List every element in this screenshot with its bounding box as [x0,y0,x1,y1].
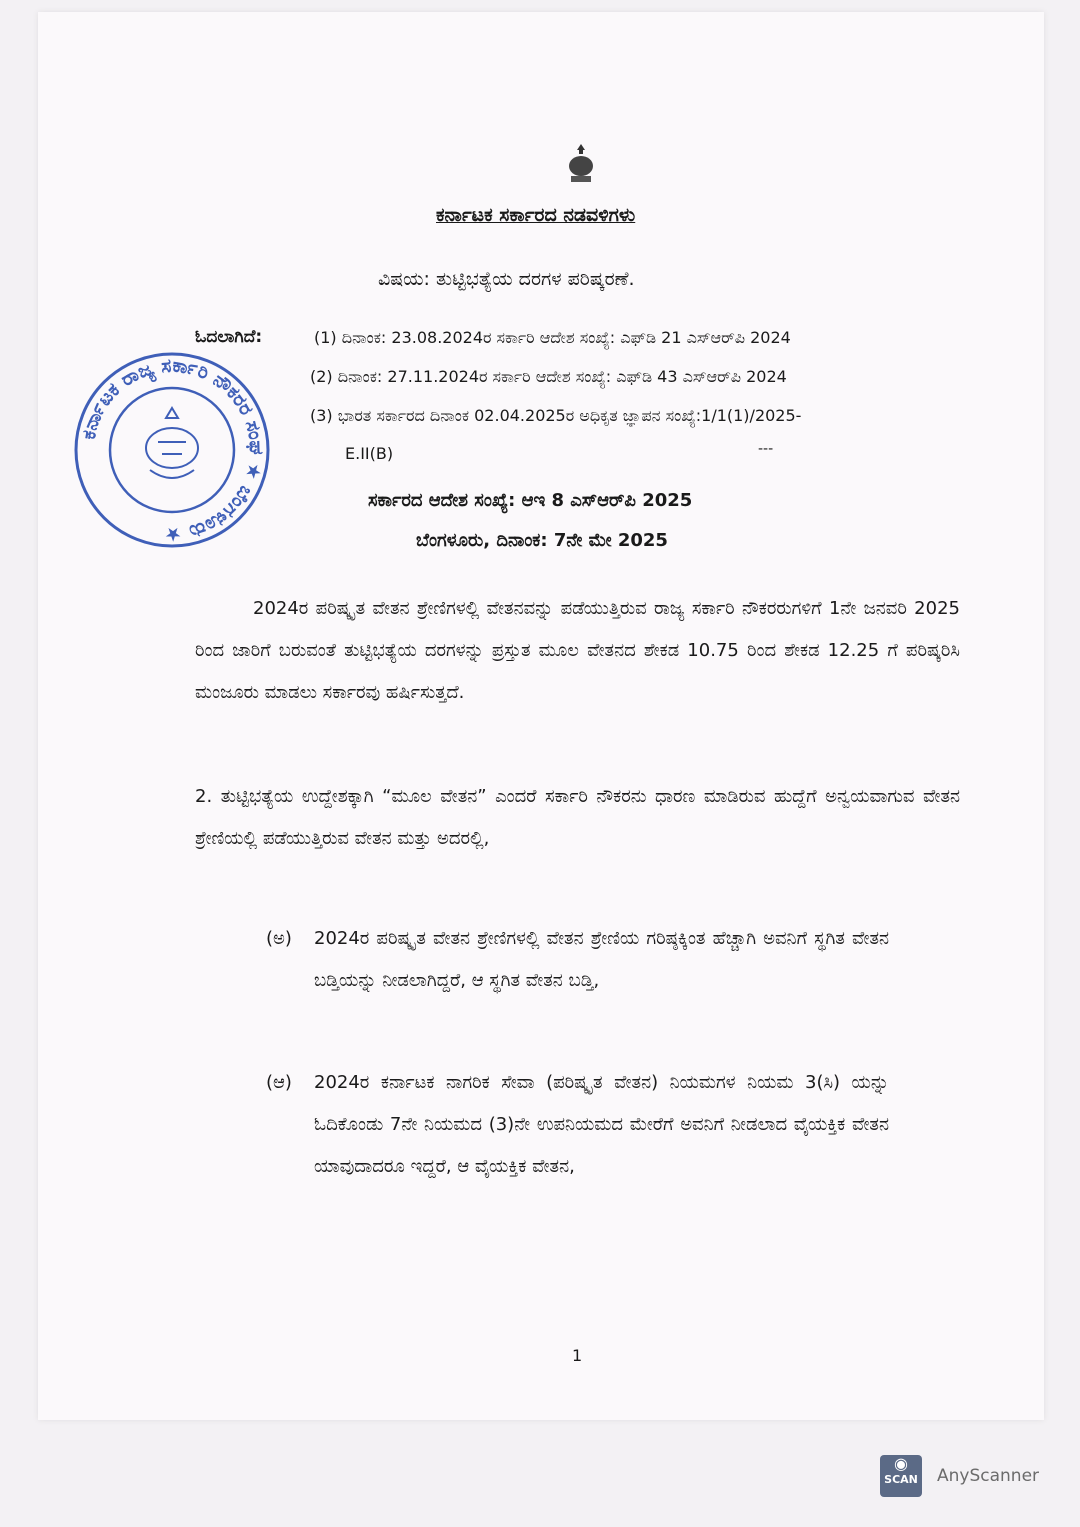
references-label: ಓದಲಾಗಿದೆ: [195,327,263,347]
subject-line: ವಿಷಯ: ತುಟ್ಟಿಭತ್ಯೆಯ ದರಗಳ ಪರಿಷ್ಕರಣೆ. [378,268,635,290]
sub-clause-b [266,1062,966,1177]
state-emblem-icon [561,142,601,186]
paragraph-1: 2024ರ ಪರಿಷ್ಕೃತ ವೇತನ ಶ್ರೇಣಿಗಳಲ್ಲಿ ವೇತನವನ್ನು ಪಡೆಯುತ್ತಿರುವ ರಾಜ್ಯ ಸರ್ಕಾರಿ ನೌಕರರುಗಳಿಗೆ 1ನೇ ಜನವರಿ 2025 ರಿಂದ ಜಾರಿಗೆ ಬರುವಂತೆ ತುಟ್ಟಿಭತ್ಯೆಯ ದರಗಳನ್ನು ಪ್ರಸ್ತುತ ಮೂಲ ವೇತನದ ಶೇಕಡ 10.75 ರಿಂದ ಶೇಕಡ 12.25 ಗೆ ಪರಿಷ್ಕರಿಸಿ ಮಂಜೂರು ಮಾಡಲು ಸರ್ಕಾರವು ಹರ್ಷಿಸುತ್ತದೆ. [195,598,960,703]
sub-clause-a-marker: (ಅ) [266,928,292,949]
reference-1: (1) ದಿನಾಂಕ: 23.08.2024ರ ಸರ್ಕಾರಿ ಆದೇಶ ಸಂಖ್ಯೆ: ಎಫ್‌ಡಿ 21 ಎಸ್‌ಆರ್‌ಪಿ 2024 [314,328,791,347]
sub-clause-b-marker: (ಆ) [266,1072,292,1093]
stamp-emblem-icon [146,408,198,478]
sub-clause-b-text: 2024ರ ಕರ್ನಾಟಕ ನಾಗರಿಕ ಸೇವಾ (ಪರಿಷ್ಕೃತ ವೇತನ) ನಿಯಮಗಳ ನಿಯಮ 3(ಸಿ) ಯನ್ನು ಓದಿಕೊಂಡು 7ನೇ ನಿಯಮದ (3)ನೇ ಉಪನಿಯಮದ ಮೇರೆಗೆ ಅವನಿಗೆ ನೀಡಲಾದ ವೈಯಕ್ತಿಕ ವೇತನ ಯಾವುದಾದರೂ ಇದ್ದರೆ, ಆ ವೈಯಕ್ತಿಕ ವೇತನ, [314,1072,889,1177]
reference-3: (3) ಭಾರತ ಸರ್ಕಾರದ ದಿನಾಂಕ 02.04.2025ರ ಅಧಿಕೃತ ಜ್ಞಾಪನ ಸಂಖ್ಯೆ:1/1(1)/2025- [310,406,802,425]
order-number: ಸರ್ಕಾರದ ಆದೇಶ ಸಂಖ್ಯೆ: ಆಇ 8 ಎಸ್‌ಆರ್‌ಪಿ 2025 [368,490,693,511]
anyscanner-brand: AnyScanner [937,1466,1040,1486]
page-number: 1 [572,1346,583,1365]
sub-clause-a [266,918,966,991]
document-page [38,12,1044,1420]
place-date: ಬೆಂಗಳೂರು, ದಿನಾಂಕ: 7ನೇ ಮೇ 2025 [416,530,668,551]
scan-icon: ◉ SCAN [880,1455,922,1497]
paragraph-2: 2. ತುಟ್ಟಿಭತ್ಯೆಯ ಉದ್ದೇಶಕ್ಕಾಗಿ “ಮೂಲ ವೇತನ” ಎಂದರೆ ಸರ್ಕಾರಿ ನೌಕರನು ಧಾರಣ ಮಾಡಿರುವ ಹುದ್ದೆಗೆ ಅನ್ವಯವಾಗುವ ವೇತನ ಶ್ರೇಣಿಯಲ್ಲಿ ಪಡೆಯುತ್ತಿರುವ ವೇತನ ಮತ್ತು ಅದರಲ್ಲಿ, [195,786,960,849]
sub-clause-a-text: 2024ರ ಪರಿಷ್ಕೃತ ವೇತನ ಶ್ರೇಣಿಗಳಲ್ಲಿ ವೇತನ ಶ್ರೇಣಿಯ ಗರಿಷ್ಠಕ್ಕಿಂತ ಹೆಚ್ಚಾಗಿ ಅವನಿಗೆ ಸ್ಥಗಿತ ವೇತನ ಬಡ್ತಿಯನ್ನು ನೀಡಲಾಗಿದ್ದರೆ, ಆ ಸ್ಥಗಿತ ವೇತನ ಬಡ್ತಿ, [314,928,889,991]
official-stamp [72,350,272,550]
document-title: ಕರ್ನಾಟಕ ಸರ್ಕಾರದ ನಡವಳಿಗಳು [436,204,636,226]
reference-2: (2) ದಿನಾಂಕ: 27.11.2024ರ ಸರ್ಕಾರಿ ಆದೇಶ ಸಂಖ್ಯೆ: ಎಫ್‌ಡಿ 43 ಎಸ್‌ಆರ್‌ಪಿ 2024 [310,367,787,386]
stamp-text: ಕರ್ನಾಟಕ ರಾಜ್ಯ ಸರ್ಕಾರಿ ನೌಕರರ ಸಂಘ ★ ಬೆಂಗಳೂರು ★ [77,354,268,546]
reference-dash: --- [758,441,774,457]
reference-3-continued: E.II(B) [345,444,394,463]
